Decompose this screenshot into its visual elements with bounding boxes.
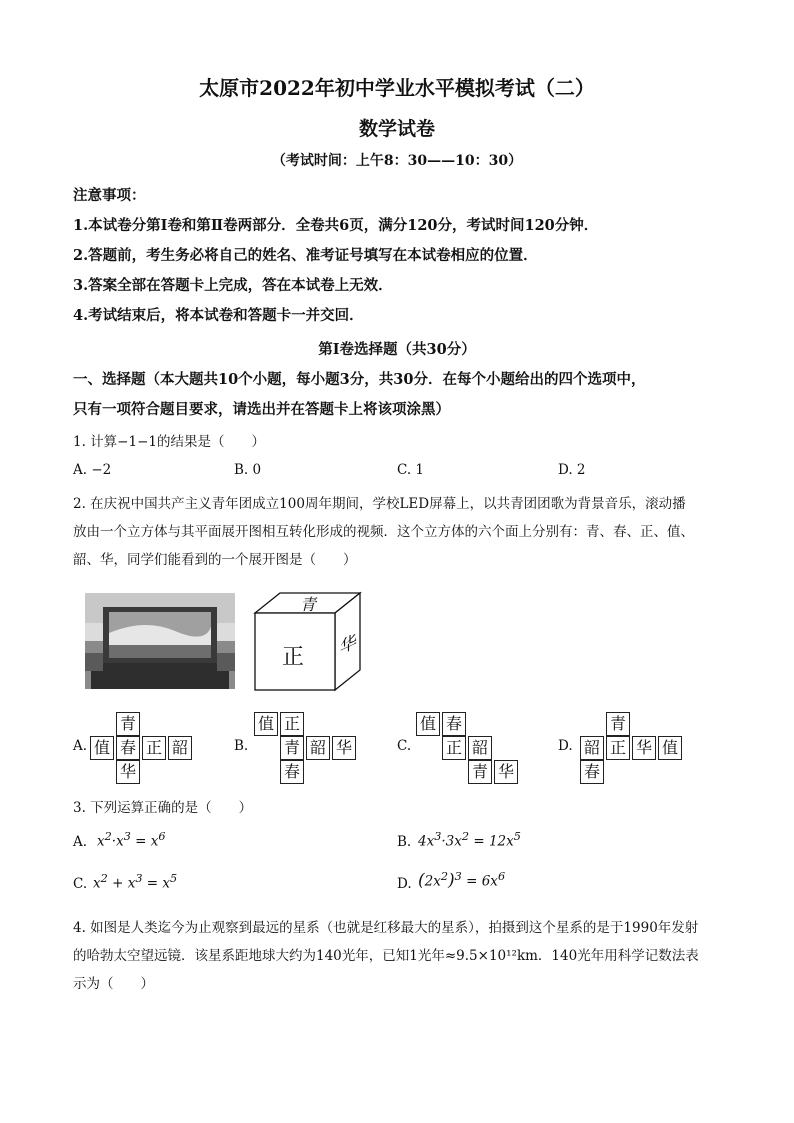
- q3-option-b-expr: $4x^3\cdot 3x^2 = 12x^5$: [418, 830, 521, 850]
- net-a-cell: 春: [116, 736, 140, 760]
- q1-option-b: B. 0: [234, 462, 262, 478]
- q1-option-a: A. −2: [73, 462, 112, 478]
- q3-option-a-label: A.: [73, 834, 88, 850]
- q2-option-a-label: A.: [73, 738, 88, 754]
- net-d-cell: 华: [632, 736, 656, 760]
- net-b-cell: 春: [280, 760, 304, 784]
- q3-option-c-label: C.: [73, 876, 88, 892]
- section-instructions-1: 一、选择题（本大题共10个小题，每小题3分，共30分．在每个小题给出的四个选项中，: [73, 371, 646, 388]
- q3-option-a-expr: $x^2\cdot x^3 = x^6$: [97, 830, 166, 850]
- q4-line-1: 4. 如图是人类迄今为止观察到最远的星系（也就是红移最大的星系），拍摄到这个星系的是于1990年发射: [73, 920, 699, 936]
- net-a-cell: 韶: [168, 736, 192, 760]
- net-a-cell: 正: [142, 736, 166, 760]
- q2-line-1: 2. 在庆祝中国共产主义青年团成立100周年期间，学校LED屏幕上，以共青团团歌为背景音乐，滚动播: [73, 496, 686, 512]
- net-c-cell: 韶: [468, 736, 492, 760]
- net-c-cell: 值: [416, 712, 440, 736]
- part1-heading: 第Ⅰ卷选择题（共30分）: [318, 341, 476, 358]
- section-instructions-2: 只有一项符合题目要求，请选出并在答题卡上将该项涂黑）: [73, 401, 450, 418]
- q2-stem: [73, 490, 723, 574]
- q3-option-d-expr: $(2x^2)^3 = 6x^6$: [418, 870, 506, 891]
- q3-stem: 3. 下列运算正确的是（ ）: [73, 800, 253, 816]
- led-screen-photo: [85, 593, 235, 689]
- cube-top-face: 青: [300, 595, 317, 614]
- net-d-cell: 值: [658, 736, 682, 760]
- net-b-cell: 正: [280, 712, 304, 736]
- net-a-cell: 值: [90, 736, 114, 760]
- notice-item-3: 3.答案全部在答题卡上完成，答在本试卷上无效．: [73, 277, 393, 294]
- q3-option-b-label: B.: [397, 834, 412, 850]
- net-c-cell: 华: [494, 760, 518, 784]
- net-a-cell: 华: [116, 760, 140, 784]
- net-c-cell: 正: [442, 736, 466, 760]
- q1-option-c: C. 1: [397, 462, 425, 478]
- q2-line-2: 放由一个立方体与其平面展开图相互转化形成的视频．这个立方体的六个面上分别有：青、春、正、值、: [73, 524, 694, 540]
- q2-line-3: 韶、华，同学们能看到的一个展开图是（ ）: [73, 552, 357, 568]
- net-c-cell: 青: [468, 760, 492, 784]
- cube-right-face: 华: [340, 631, 357, 659]
- exam-subtitle: 数学试卷: [358, 118, 435, 140]
- net-b-cell: 青: [280, 736, 304, 760]
- q4-stem: [73, 914, 723, 998]
- q3-option-d-label: D.: [397, 876, 412, 892]
- q2-option-c-label: C.: [397, 738, 412, 754]
- exam-time: （考试时间：上午8：30——10：30）: [271, 153, 523, 169]
- cube-front-face: 正: [282, 645, 305, 670]
- net-d-cell: 正: [606, 736, 630, 760]
- exam-title: 太原市2022年初中学业水平模拟考试（二）: [199, 76, 595, 100]
- net-d-cell: 春: [580, 760, 604, 784]
- net-c-cell: 春: [442, 712, 466, 736]
- net-a-cell: 青: [116, 712, 140, 736]
- notice-item-1: 1.本试卷分第Ⅰ卷和第Ⅱ卷两部分．全卷共6页，满分120分，考试时间120分钟．: [73, 217, 599, 234]
- notice-item-2: 2.答题前，考生务必将自己的姓名、准考证号填写在本试卷相应的位置．: [73, 247, 538, 264]
- net-b-cell: 韶: [306, 736, 330, 760]
- q4-line-3: 示为（ ）: [73, 976, 154, 992]
- q2-option-d-label: D.: [558, 738, 573, 754]
- net-b-cell: 华: [332, 736, 356, 760]
- notice-heading: 注意事项：: [73, 187, 146, 204]
- notice-item-4: 4.考试结束后，将本试卷和答题卡一并交回．: [73, 307, 364, 324]
- q1-option-d: D. 2: [558, 462, 586, 478]
- q1-stem: 1. 计算−1−1的结果是（ ）: [73, 434, 265, 450]
- q2-option-b-label: B.: [234, 738, 249, 754]
- q3-option-c-expr: $x^2 + x^3 = x^5$: [93, 872, 178, 892]
- net-b-cell: 值: [254, 712, 278, 736]
- net-d-cell: 韶: [580, 736, 604, 760]
- net-d-cell: 青: [606, 712, 630, 736]
- q4-line-2: 的哈勃太空望远镜．该星系距地球大约为140光年，已知1光年≈9.5×10¹²km．140光年用科学记数法表: [73, 948, 699, 964]
